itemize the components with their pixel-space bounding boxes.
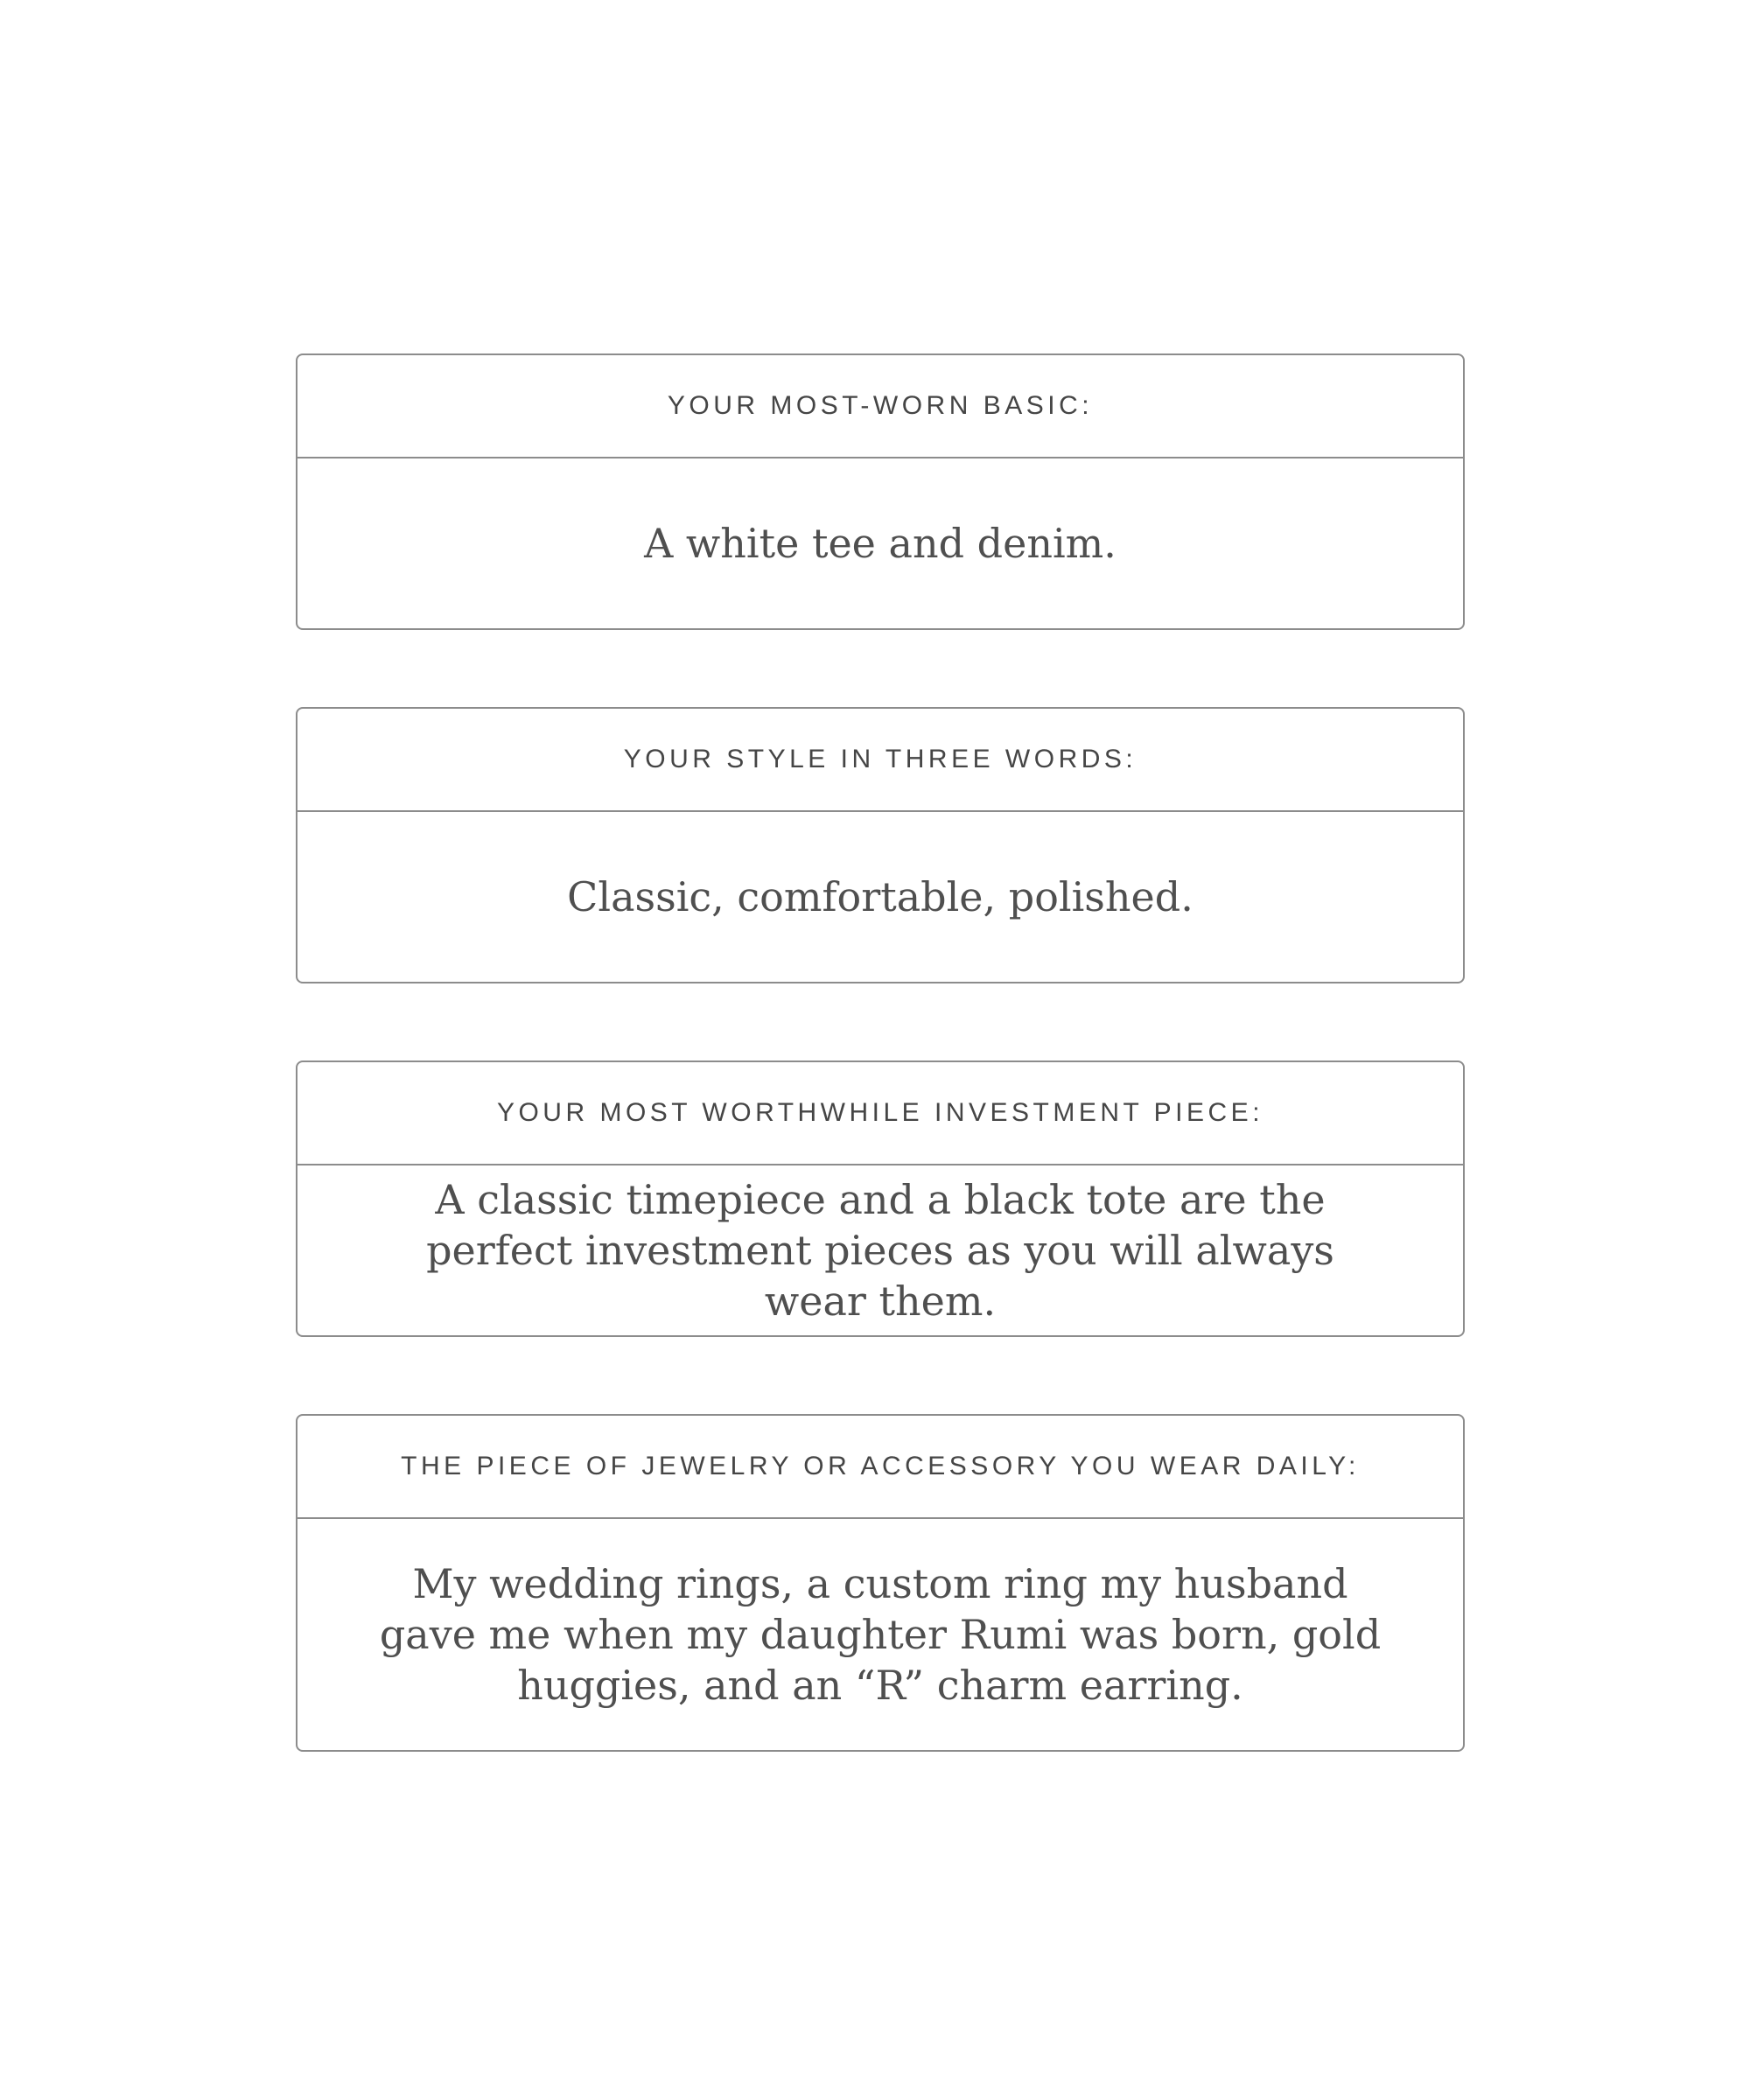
answer-area [298,1519,1463,1750]
question-label: THE PIECE OF JEWELRY OR ACCESSORY YOU WEAR DAILY: [298,1416,1463,1519]
question-card-style-three-words [296,707,1465,984]
question-label: YOUR STYLE IN THREE WORDS: [298,709,1463,812]
answer-text: A white tee and denim. [644,520,1116,567]
question-card-investment-piece [296,1060,1465,1337]
answer-text: My wedding rings, a custom ring my husband gave me when my daughter Rumi was born, gold huggies, and an “R” charm earring. [379,1560,1382,1709]
question-card-daily-jewelry [296,1414,1465,1752]
question-card-list [296,354,1465,1829]
answer-text: A classic timepiece and a black tote are the perfect investment pieces as you will always wear them. [426,1176,1334,1325]
answer-area [298,458,1463,628]
question-label: YOUR MOST-WORN BASIC: [298,355,1463,458]
answer-area [298,1166,1463,1335]
question-card-most-worn-basic [296,354,1465,630]
question-label: YOUR MOST WORTHWHILE INVESTMENT PIECE: [298,1062,1463,1166]
answer-area [298,812,1463,982]
answer-text: Classic, comfortable, polished. [567,873,1194,920]
